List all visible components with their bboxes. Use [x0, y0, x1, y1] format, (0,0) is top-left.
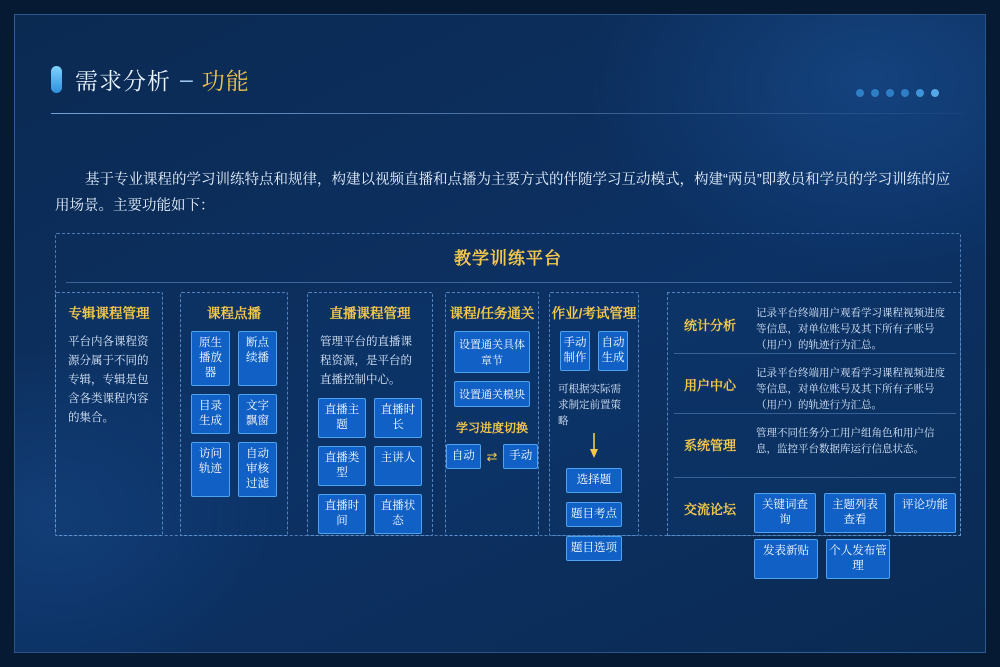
down-arrow-icon: [550, 433, 638, 459]
module-discussion-forum[interactable]: [668, 481, 962, 572]
chip-keyword-search[interactable]: 关键词查询: [754, 493, 816, 533]
platform-divider: [66, 282, 952, 283]
chip-personal-post-management[interactable]: 个人发布管理: [826, 539, 890, 579]
chip-live-time[interactable]: 直播时间: [318, 494, 366, 534]
chip-auto-review-filter[interactable]: 自动审核过滤: [238, 442, 277, 497]
chip-live-duration[interactable]: 直播时长: [374, 398, 422, 438]
chip-text-float-window[interactable]: 文字飘窗: [238, 394, 277, 434]
page-title: 需求分析: [75, 68, 171, 94]
slide-inner-frame: [14, 14, 986, 653]
module-title: 用户中心: [683, 377, 736, 393]
chip-live-speaker[interactable]: 主讲人: [374, 446, 422, 486]
dot-icon: [856, 89, 864, 97]
dot-icon: [886, 89, 894, 97]
chip-question-point[interactable]: 题目考点: [566, 502, 622, 527]
decorative-dots: [856, 89, 939, 97]
module-title: 作业/考试管理: [551, 306, 637, 321]
chip-topic-list-view[interactable]: 主题列表查看: [824, 493, 886, 533]
chip-native-player[interactable]: 原生播放器: [191, 331, 230, 386]
module-course-task-clearance[interactable]: [445, 292, 539, 536]
chip-row: [754, 539, 956, 579]
module-title: 交流论坛: [683, 501, 736, 517]
module-title: 统计分析: [683, 317, 736, 333]
chip-row-spacer: [898, 539, 956, 579]
chip-catalog-generate[interactable]: 目录生成: [191, 394, 230, 434]
chip-manual-create[interactable]: 手动制作: [560, 331, 590, 371]
header-divider: [51, 113, 963, 114]
module-description: 记录平台终端用户观看学习课程视频进度等信息，对单位账号及其下所有子账号（用户）的轨迹行为汇总。: [756, 367, 945, 411]
button-set-clearance-module[interactable]: 设置通关模块: [454, 381, 530, 407]
module-title: 专辑课程管理: [68, 306, 150, 321]
module-system-management[interactable]: [668, 417, 962, 471]
chip-row: [181, 331, 287, 386]
chip-live-status[interactable]: 直播状态: [374, 494, 422, 534]
chip-row: [308, 494, 432, 534]
intro-paragraph: 基于专业课程的学习训练特点和规律，构建以视频直播和点播为主要方式的伴随学习互动模式，构建“两员”即教员和学员的学习训练的应用场景。主要功能如下：: [55, 172, 951, 214]
progress-switch-title: 学习进度切换: [455, 421, 528, 435]
header-accent-bar: [51, 66, 62, 93]
strategy-note: 可根据实际需求制定前置策略: [558, 383, 621, 427]
module-description: 管理不同任务分工用户组角色和用户信息，监控平台数据库运行信息状态。: [756, 427, 935, 455]
chip-resume-play[interactable]: 断点续播: [238, 331, 277, 386]
chip-row: [181, 442, 287, 497]
module-title: 直播课程管理: [329, 306, 411, 321]
module-title: 课程/任务通关: [449, 306, 535, 321]
chip-row: [308, 398, 432, 438]
module-title: 系统管理: [683, 437, 736, 453]
module-live-course-management[interactable]: [307, 292, 433, 536]
module-description: 管理平台的直播课程资源，是平台的直播控制中心。: [320, 336, 412, 386]
row-divider: [674, 477, 956, 478]
page-subtitle: 功能: [201, 68, 250, 94]
slide-header: [51, 63, 250, 96]
module-homework-exam-management[interactable]: [549, 292, 639, 554]
chip-row: [550, 331, 638, 371]
row-divider: [674, 413, 956, 414]
swap-icon: ⇄: [486, 448, 498, 464]
chip-row: [754, 493, 956, 533]
module-course-vod[interactable]: [180, 292, 288, 536]
dot-icon: [931, 89, 939, 97]
chip-row: [308, 446, 432, 486]
right-modules-block: [667, 292, 961, 572]
chip-auto-mode[interactable]: 自动: [446, 444, 481, 469]
module-description: 平台内各课程资源分属于不同的专辑，专辑是包含各类课程内容的集合。: [68, 336, 149, 424]
module-user-center[interactable]: [668, 357, 962, 411]
question-stack: [550, 468, 638, 561]
platform-title: 教学训练平台: [454, 249, 562, 268]
chip-question-option[interactable]: 题目选项: [566, 536, 622, 561]
chip-comment-feature[interactable]: 评论功能: [894, 493, 956, 533]
chip-auto-generate[interactable]: 自动生成: [598, 331, 628, 371]
forum-chips: [752, 481, 962, 572]
chip-new-post[interactable]: 发表新贴: [754, 539, 818, 579]
chip-live-topic[interactable]: 直播主题: [318, 398, 366, 438]
dot-icon: [916, 89, 924, 97]
chip-multiple-choice[interactable]: 选择题: [566, 468, 622, 493]
chip-row: [181, 394, 287, 434]
module-title: 课程点播: [207, 306, 261, 321]
module-album-course-management[interactable]: [55, 292, 163, 536]
button-set-clearance-chapter[interactable]: 设置通关具体章节: [454, 331, 530, 373]
progress-switch-toggle[interactable]: [446, 444, 538, 469]
chip-visit-trace[interactable]: 访问轨迹: [191, 442, 230, 497]
dot-icon: [871, 89, 879, 97]
chip-manual-mode[interactable]: 手动: [503, 444, 538, 469]
module-description: 记录平台终端用户观看学习课程视频进度等信息，对单位账号及其下所有子账号（用户）的轨迹行为汇总。: [756, 307, 945, 351]
dot-icon: [901, 89, 909, 97]
chip-live-type[interactable]: 直播类型: [318, 446, 366, 486]
header-dash: –: [180, 66, 193, 92]
module-statistics-analysis[interactable]: [668, 297, 962, 351]
row-divider: [674, 353, 956, 354]
